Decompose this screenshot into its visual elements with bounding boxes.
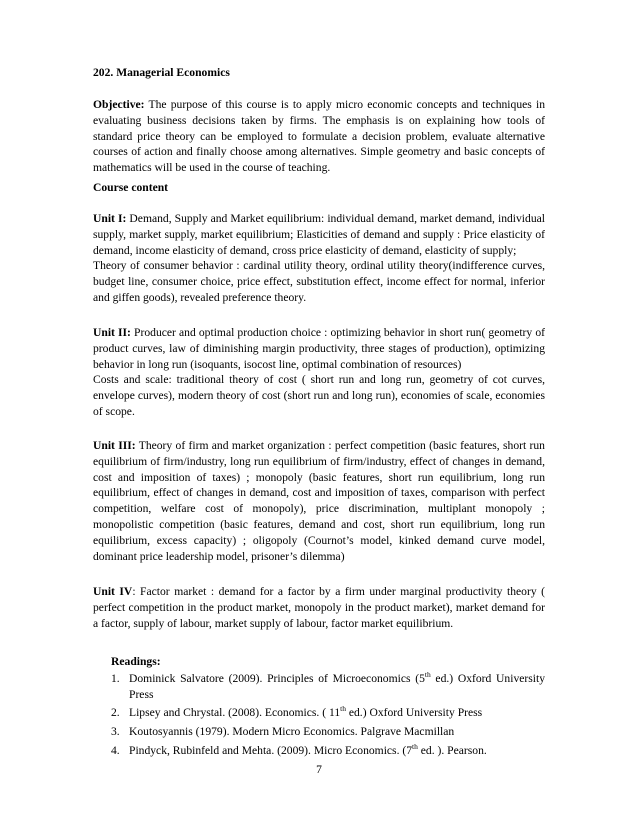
reading-text: Dominick Salvatore (2009). Principles of Microeconomics (5 bbox=[129, 671, 425, 685]
unit-2-text-1: Producer and optimal production choice : optimizing behavior in short run( geometry of product curves, law of diminishing margin productivity, three stages of production), optimizing behavior in long run (isoquants, isocost line, optimal combination of resources) bbox=[93, 326, 545, 371]
readings-heading: Readings: bbox=[111, 655, 161, 668]
unit-1-text-2: Theory of consumer behavior : cardinal utility theory, ordinal utility theory(indifference curves, budget line, consumer choice, price effect, substitution effect, income effect for normal, inferior and giffen goods), revealed preference theory. bbox=[93, 259, 545, 304]
reading-number: 2. bbox=[111, 706, 120, 720]
unit-3-text: Theory of firm and market organization : perfect competition (basic features, short run equilibrium of firm/industry, long run equilibrium of firm/industry, effect of changes in demand, cost and imposition of taxes) ; monopoly (basic features, short run equilibrium, long run equilibrium, effect of changes in demand, cost and imposition of taxes, comparison with perfect competition, welfare cost of monopoly), price discrimination, multiplant monopoly ; monopolistic competition (basic features, demand and cost, short run equilibrium, long run equilibrium, excess capacity) ; oligopoly (Cournot’s model, kinked demand curve model, dominant price leadership model, prisoner’s dilemma) bbox=[93, 439, 545, 563]
unit-2-paragraph-1 bbox=[93, 325, 545, 372]
reading-item bbox=[111, 724, 545, 740]
course-title: 202. Managerial Economics bbox=[93, 66, 230, 79]
reading-text: Lipsey and Chrystal. (2008). Economics. ( 11 bbox=[129, 706, 341, 720]
reading-number: 3. bbox=[111, 725, 120, 739]
reading-text-after: ed.) Oxford University Press bbox=[129, 671, 546, 701]
unit-1-paragraph-1 bbox=[93, 211, 545, 258]
unit-4 bbox=[93, 584, 545, 631]
unit-4-text: : Factor market : demand for a factor by a firm under marginal productivity theory ( perfect competition in the product market, monopoly in the product market), market demand for a factor, supply of labour, market supply of labour, factor market equilibrium. bbox=[93, 585, 545, 630]
reading-text-after: ed.) Oxford University Press bbox=[345, 706, 483, 720]
reading-item bbox=[111, 671, 545, 703]
reading-superscript: th bbox=[424, 669, 431, 679]
page-number: 7 bbox=[316, 763, 322, 776]
reading-item bbox=[111, 705, 545, 721]
unit-2-label: Unit II: bbox=[93, 326, 131, 339]
readings-list bbox=[111, 671, 545, 759]
objective-paragraph bbox=[93, 97, 545, 176]
reading-superscript: th bbox=[412, 742, 418, 752]
reading-superscript: th bbox=[340, 704, 346, 714]
unit-1 bbox=[93, 211, 545, 306]
reading-text: Pindyck, Rubinfeld and Mehta. (2009). Micro Economics. (7 bbox=[129, 743, 413, 757]
unit-1-label: Unit I: bbox=[93, 212, 127, 225]
unit-2 bbox=[93, 325, 545, 420]
objective-label: Objective: bbox=[93, 98, 145, 111]
reading-item bbox=[111, 743, 545, 759]
objective-text: The purpose of this course is to apply micro economic concepts and techniques in evaluating business decisions taken by firms. The emphasis is on explaining how tools of standard price theory can be employed to formulate a decision problem, evaluate alternative courses of action and finally choose among alternatives. Simple geometry and basic concepts of mathematics will be used in the course of teaching. bbox=[93, 98, 545, 175]
unit-2-text-2: Costs and scale: traditional theory of cost ( short run and long run, geometry of cot curves, envelope curves), modern theory of cost (short run and long run), economies of scale, economies of scope. bbox=[93, 373, 545, 418]
readings-section bbox=[111, 654, 545, 762]
reading-number: 4. bbox=[111, 743, 120, 757]
unit-1-text-1: Demand, Supply and Market equilibrium: individual demand, market demand, individual supply, market supply, market equilibrium; Elasticities of demand and supply : Price elasticity of demand, income elasticity of demand, cross price elasticity of demand, elasticity of supply; bbox=[93, 212, 545, 257]
course-content-heading: Course content bbox=[93, 181, 169, 194]
reading-text: Koutosyannis (1979). Modern Micro Economics. Palgrave Macmillan bbox=[129, 725, 455, 739]
unit-3 bbox=[93, 438, 545, 564]
unit-3-label: Unit III: bbox=[93, 439, 136, 452]
reading-number: 1. bbox=[111, 671, 120, 685]
reading-text-after: ed. ). Pearson. bbox=[417, 743, 487, 757]
unit-4-label: Unit IV bbox=[93, 585, 133, 598]
